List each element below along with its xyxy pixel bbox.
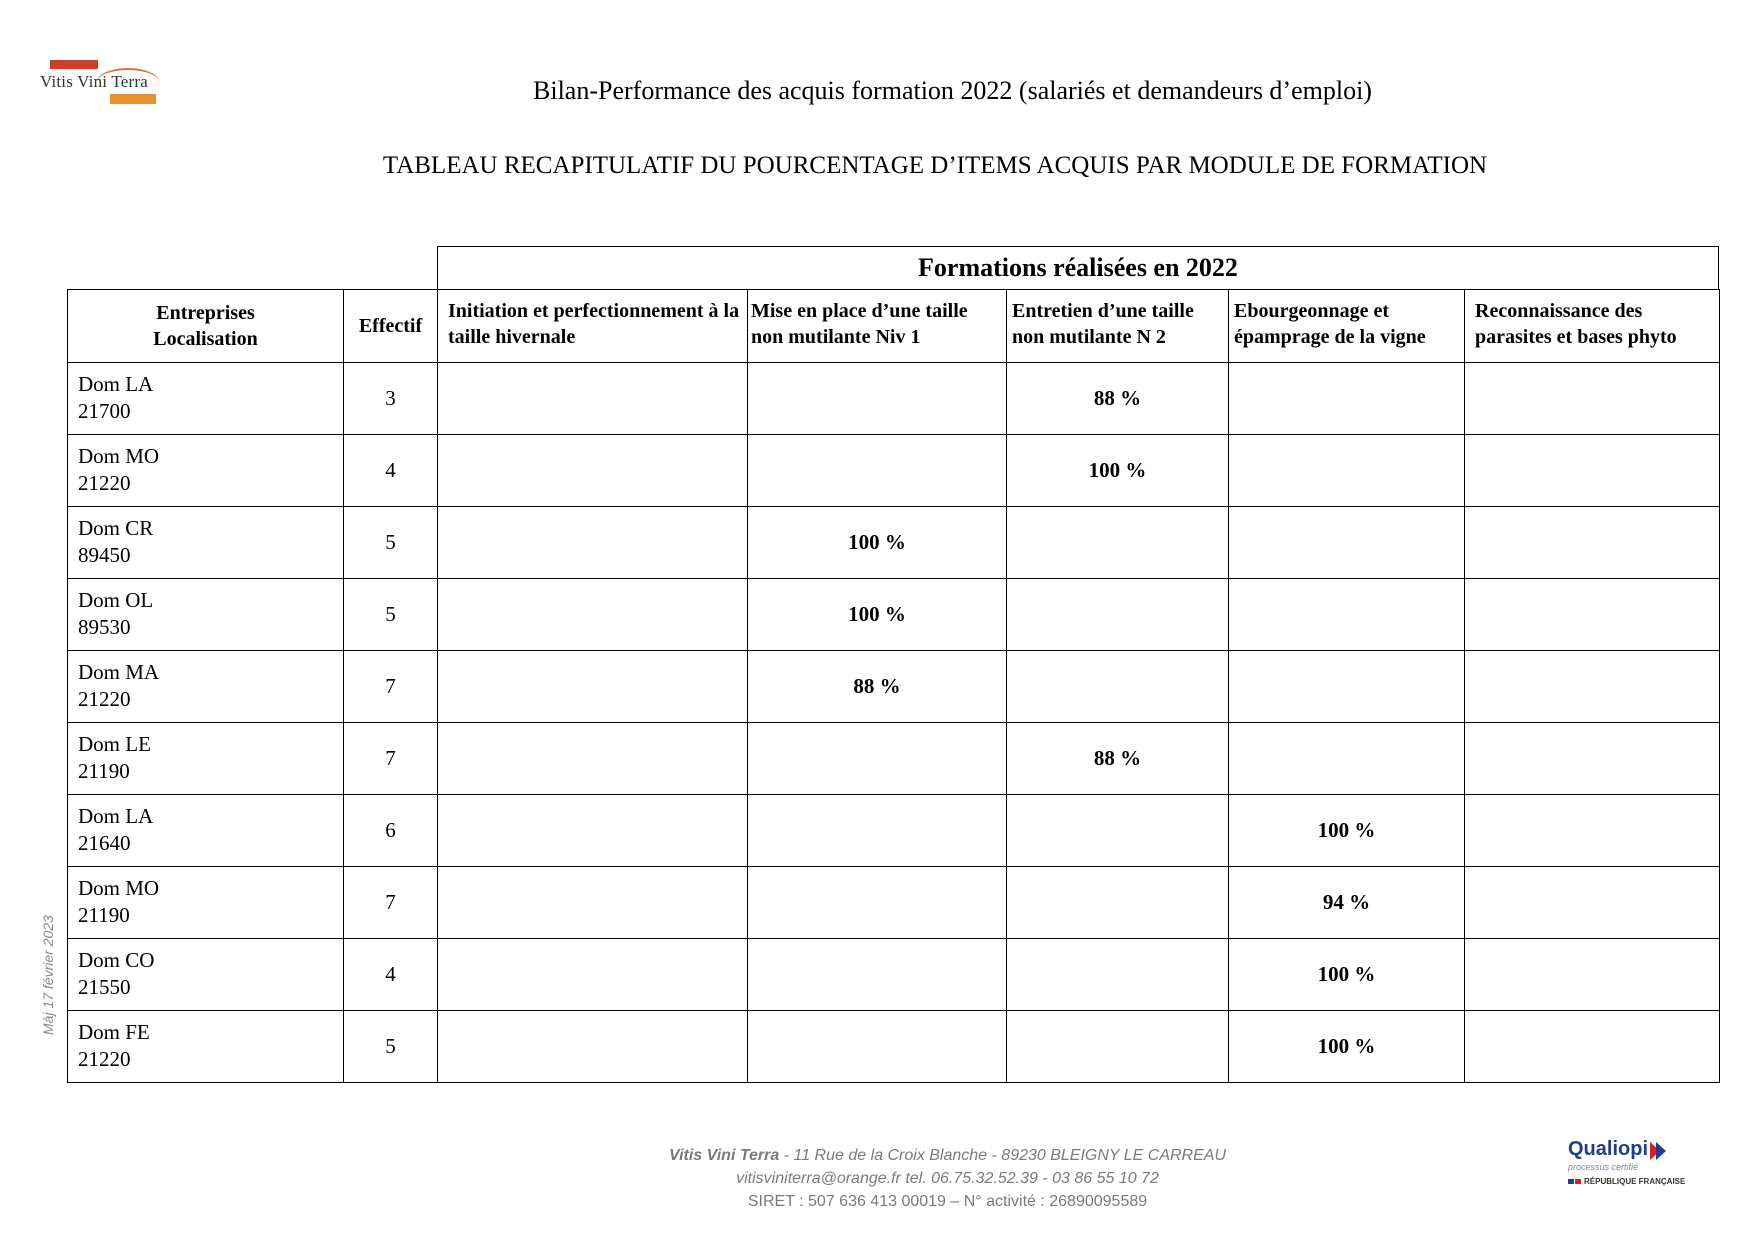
cell-module-result — [1465, 363, 1720, 435]
cell-module-result — [438, 1011, 748, 1083]
cell-effectif: 3 — [344, 363, 438, 435]
cell-module-result — [1229, 579, 1465, 651]
entreprise-postcode: 21190 — [78, 759, 130, 783]
logo-text: Vitis Vini Terra — [40, 72, 148, 91]
col-header-effectif: Effectif — [344, 290, 438, 363]
cell-module-result: 100 % — [1229, 795, 1465, 867]
cell-module-result — [438, 867, 748, 939]
qualiopi-logo — [1568, 1138, 1698, 1198]
cell-entreprise — [68, 795, 344, 867]
cell-module-result: 88 % — [748, 651, 1007, 723]
col-header-module: Initiation et perfectionnement à la taille hivernale — [438, 290, 748, 363]
flag-icon — [1575, 1179, 1581, 1184]
cell-module-result — [1007, 867, 1229, 939]
entreprise-name: Dom FE — [78, 1020, 150, 1044]
cell-effectif: 5 — [344, 579, 438, 651]
cell-module-result — [438, 579, 748, 651]
entreprise-name: Dom LA — [78, 804, 154, 828]
footer-address: - 11 Rue de la Croix Blanche - 89230 BLEIGNY LE CARREAU — [779, 1147, 1226, 1164]
cell-module-result — [1229, 651, 1465, 723]
cell-module-result — [1229, 723, 1465, 795]
entreprise-postcode: 21220 — [78, 687, 131, 711]
table-row — [68, 723, 1720, 795]
logo-red-bar — [50, 60, 98, 69]
table-header-row — [68, 290, 1720, 363]
footer-company: Vitis Vini Terra — [669, 1147, 780, 1164]
entreprise-postcode: 21550 — [78, 975, 131, 999]
table-row — [68, 435, 1720, 507]
cell-module-result — [438, 651, 748, 723]
cell-effectif: 6 — [344, 795, 438, 867]
footer-address-line — [140, 1144, 1755, 1167]
table-row — [68, 579, 1720, 651]
col-header-module: Mise en place d’une taille non mutilante Niv 1 — [748, 290, 1007, 363]
qualiopi-republic — [1568, 1177, 1698, 1186]
cell-effectif: 4 — [344, 939, 438, 1011]
cell-module-result — [1465, 435, 1720, 507]
cell-module-result — [1229, 507, 1465, 579]
cell-module-result — [1007, 651, 1229, 723]
footer-siret: SIRET : 507 636 413 00019 – N° activité : 26890095589 — [747, 1193, 1148, 1210]
cell-module-result — [748, 867, 1007, 939]
entreprise-postcode: 21700 — [78, 399, 131, 423]
table-row — [68, 507, 1720, 579]
entreprise-name: Dom LE — [78, 732, 151, 756]
qualiopi-republic-text: RÉPUBLIQUE FRANÇAISE — [1584, 1177, 1686, 1186]
cell-module-result: 94 % — [1229, 867, 1465, 939]
cell-module-result — [438, 723, 748, 795]
cell-module-result — [1465, 507, 1720, 579]
col-header-entreprises-line1: Entreprises — [156, 302, 255, 324]
cell-entreprise — [68, 651, 344, 723]
page-title: Bilan-Performance des acquis formation 2022 (salariés et demandeurs d’emploi) — [533, 76, 1372, 105]
col-header-module: Reconnaissance des parasites et bases phyto — [1465, 290, 1720, 363]
col-header-entreprises — [68, 290, 344, 363]
entreprise-name: Dom CO — [78, 948, 155, 972]
cell-module-result: 100 % — [748, 507, 1007, 579]
table-row — [68, 651, 1720, 723]
cell-effectif: 4 — [344, 435, 438, 507]
footer — [0, 1144, 1755, 1213]
col-header-module: Ebourgeonnage et épamprage de la vigne — [1229, 290, 1465, 363]
cell-effectif: 5 — [344, 507, 438, 579]
entreprise-name: Dom MO — [78, 876, 160, 900]
cell-module-result: 100 % — [1229, 1011, 1465, 1083]
footer-contact: vitisviniterra@orange.fr tel. 06.75.32.52.39 - 03 86 55 10 72 — [736, 1170, 1159, 1187]
cell-effectif: 7 — [344, 867, 438, 939]
cell-module-result — [1007, 939, 1229, 1011]
cell-module-result — [748, 363, 1007, 435]
cell-entreprise — [68, 507, 344, 579]
flag-icon — [1568, 1179, 1574, 1184]
entreprise-name: Dom CR — [78, 516, 154, 540]
cell-module-result: 88 % — [1007, 363, 1229, 435]
cell-module-result — [1465, 795, 1720, 867]
page-subtitle: TABLEAU RECAPITULATIF DU POURCENTAGE D’ITEMS ACQUIS PAR MODULE DE FORMATION — [382, 152, 1488, 179]
cell-entreprise — [68, 1011, 344, 1083]
cell-module-result: 88 % — [1007, 723, 1229, 795]
cell-module-result — [438, 363, 748, 435]
cell-effectif: 5 — [344, 1011, 438, 1083]
cell-entreprise — [68, 939, 344, 1011]
table-row — [68, 939, 1720, 1011]
cell-entreprise — [68, 579, 344, 651]
entreprise-postcode: 89450 — [78, 543, 131, 567]
cell-module-result — [438, 507, 748, 579]
entreprise-postcode: 21220 — [78, 1047, 131, 1071]
entreprise-postcode: 21190 — [78, 903, 130, 927]
entreprise-postcode: 21220 — [78, 471, 131, 495]
cell-entreprise — [68, 363, 344, 435]
col-header-entreprises-line2: Localisation — [153, 328, 258, 350]
qualiopi-name: Qualiopi — [1568, 1138, 1648, 1160]
cell-effectif: 7 — [344, 723, 438, 795]
entreprise-name: Dom LA — [78, 372, 154, 396]
table-row — [68, 867, 1720, 939]
cell-module-result — [1229, 363, 1465, 435]
cell-module-result — [1465, 651, 1720, 723]
cell-module-result — [1007, 795, 1229, 867]
formations-group-header: Formations réalisées en 2022 — [437, 246, 1719, 290]
cell-module-result — [1465, 579, 1720, 651]
cell-module-result — [1465, 867, 1720, 939]
cell-module-result — [1465, 1011, 1720, 1083]
cell-entreprise — [68, 867, 344, 939]
cell-module-result: 100 % — [1007, 435, 1229, 507]
cell-module-result — [1229, 435, 1465, 507]
cell-module-result — [748, 795, 1007, 867]
cell-module-result: 100 % — [1229, 939, 1465, 1011]
table-row — [68, 1011, 1720, 1083]
cell-module-result — [1465, 723, 1720, 795]
entreprise-name: Dom OL — [78, 588, 154, 612]
cell-module-result: 100 % — [748, 579, 1007, 651]
table-body — [68, 363, 1720, 1083]
update-date: Màj 17 février 2023 — [40, 915, 56, 1035]
results-table — [67, 289, 1720, 1083]
cell-module-result — [438, 939, 748, 1011]
cell-module-result — [1007, 507, 1229, 579]
cell-entreprise — [68, 723, 344, 795]
table-row — [68, 795, 1720, 867]
cell-module-result — [748, 939, 1007, 1011]
entreprise-postcode: 21640 — [78, 831, 131, 855]
table-row — [68, 363, 1720, 435]
cell-module-result — [438, 435, 748, 507]
cell-entreprise — [68, 435, 344, 507]
entreprise-name: Dom MA — [78, 660, 160, 684]
cell-module-result — [748, 1011, 1007, 1083]
cell-effectif: 7 — [344, 651, 438, 723]
cell-module-result — [1007, 579, 1229, 651]
cell-module-result — [1007, 1011, 1229, 1083]
entreprise-postcode: 89530 — [78, 615, 131, 639]
cell-module-result — [438, 795, 748, 867]
qualiopi-tagline: processus certifié — [1568, 1162, 1639, 1172]
cell-module-result — [748, 723, 1007, 795]
col-header-module: Entretien d’une taille non mutilante N 2 — [1007, 290, 1229, 363]
qualiopi-arrow-icon — [1656, 1142, 1666, 1160]
entreprise-name: Dom MO — [78, 444, 160, 468]
cell-module-result — [1465, 939, 1720, 1011]
cell-module-result — [748, 435, 1007, 507]
